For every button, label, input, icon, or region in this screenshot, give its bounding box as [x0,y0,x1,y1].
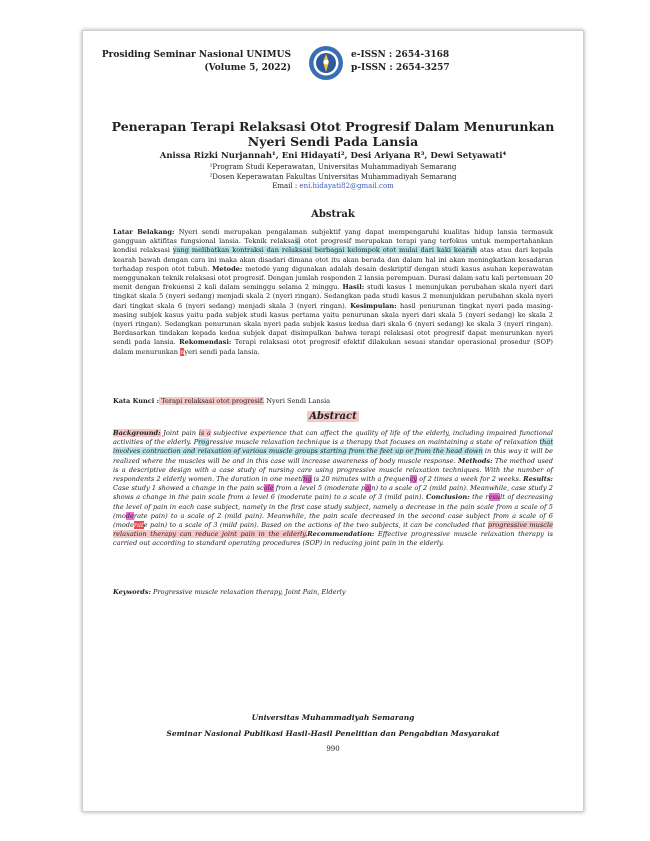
email-line [93,182,573,192]
affiliation: ¹Program Studi Keperawatan, Universitas Muhammadiyah Semarang [209,163,457,171]
highlight-run: progressive muscle relaxation therapy can reduce joint pain in the elderly. [113,521,553,539]
text-run: rate pain) to a scale of 2 (mild pain). Meanwhile, the pain scale decreased in the second case subject from a scale of 6 (mode [113,511,553,530]
text-run: e pain) to a scale of 3 (mild pain). Based on the actions of the two subjects, it can be concluded that [143,521,488,530]
text-run: hasil penurunan tingkat nyeri pada masing-masing subjek kasus yaitu pada subjek studi kasus pertama yaitu penurunan skala nyeri dari skala 5 (nyeri sedang) ke skala 2 (nyeri ringan). Sedangkan penurunan skala nyeri pada subjek kasus kedua dari skala 6 (nyeri sedang) ke skala 3 (nyeri ringan). Berdasarkan tindakan kepada kedua subjek dapat disimpulkan bahwa terapi relaksasi otot progresif dapat menurunkan nyeri sendi pada lansia. [113,301,553,347]
latar-belakang-label: Latar Belakang: [113,228,175,236]
text-run: of 2 times a week for 2 weeks. [417,475,524,484]
highlight-run: ai [365,484,372,493]
keywords-label: Keywords: [113,588,151,596]
text-run: Effective progressive muscle relaxation therapy is carried out according to standard operating procedures (SOP) in reducing joint pain in the elderly. [113,530,553,548]
paper-title-line: Nyeri Sendi Pada Lansia [247,134,419,149]
methods-label: Methods: [458,456,493,465]
abstract-heading-text: Abstract [309,411,357,422]
kata-kunci-label: Kata Kunci : [113,397,160,405]
text-run: the r [469,493,489,502]
proceedings-name: Prosiding Seminar Nasional UNIMUS [101,50,291,60]
highlight-run: cy [409,475,418,484]
text-run: studi kasus 1 menunjukan perubahan skala nyeri dari tingkat skala 5 (nyeri sedang) menjadi skala 2 (nyeri ringan). Sedangkan pada studi kasus 2 menunjukkan perubahan skala nyeri dari tingkat skala 6 (nyeri sedang) menjadi skala 3 (nyeri ringan). [113,283,553,310]
highlight-run: Terapi relaksasi otot progresif. [159,397,265,405]
results-label: Results: [523,475,553,484]
text-run: Progressive muscle relaxation therapy, Joint Pain, Elderly [150,588,346,596]
text-run: Terapi relaksasi otot progresif efektif dilakukan sesuai standar operasional prosedur (SOP) dalam menurunkan [113,338,553,356]
abstract-heading [83,411,583,422]
rekomendasi-label: Rekomendasi: [179,338,232,347]
author-list: Anissa Rizki Nurjannah¹, Eni Hidayati², Desi Ariyana R³, Dewi Setyawati⁴ [159,151,507,161]
text-run: Nyeri Sendi Lansia [264,397,331,405]
affiliations [93,163,573,192]
highlight-run: is a [198,429,211,437]
text-run: is 20 minutes with a frequen [311,475,410,484]
highlight-run: si [294,237,301,246]
text-run: Case study 1 showed a change in the pain sc [113,484,264,493]
recommendation-label: Recommendation: [307,530,375,539]
text-run: in this way it will be realized where the muscles will be and in this case will increase awareness of body muscle response. [113,447,553,465]
highlight-run: ng [303,475,312,484]
text-run: yeri sendi pada lansia. [184,347,260,356]
page-number: 990 [326,745,340,753]
text-run: subjective experience that can affect the quality of life of the elderly, including impaired functional activities of the elderly. P [113,429,553,447]
text-run: Joint pain [160,429,199,437]
background-label: Background: [113,429,161,437]
highlight-run: de [125,511,134,520]
highlight-run: rog [198,438,210,447]
abstract-paragraph [113,429,553,549]
paper-title-line: Penerapan Terapi Relaksasi Otot Progresif Dalam Menurunkan [111,119,555,134]
text-run: The method used is a descriptive design with a case study of nursing care using progressive muscle relaxation techniques. With the number of respondents 2 elderly women. The duration in one meeti [113,456,553,484]
document-page [82,30,584,812]
text-run: metode yang digunakan adalah desain deskriptif dengan studi kasus asuhan keperawatan menggunakan teknik relaksasi otot progresif. Dengan jumlah responden 2 lansia perempuan. Durasi dalam satu kali pertemuan 20 menit dengan frekuensi 2 kali dalam seminggu selama 2 minggu. [113,264,553,292]
hasil-label: Hasil: [342,283,365,292]
text-run: lt of decreasing the level of pain in each case subject, namely in the first case study subject, namely a decrease in the pain scale from a scale of 5 (mo [113,493,553,520]
highlight-run: n [180,347,185,356]
email-label: Email : [272,182,298,190]
highlight-run: ale [263,484,274,493]
conclusion-label: Conclusion: [426,493,470,502]
paper-title [103,119,563,149]
text-run: atas atau dari kepala kearah bawah dengan cara ini maka akan disadari dimana otot itu akan berada dan dalam hal ini akan meningkatkan kesadaran terhadap respon otot tubuh. [113,246,553,273]
proceedings-volume: (Volume 5, 2022) [204,63,291,73]
metode-label: Metode: [212,264,243,273]
kata-kunci [113,397,553,406]
keywords [113,588,553,597]
text-run: from a level 5 (moderate p [273,484,366,493]
text-run: n) to a scale of 2 (mild pain). Meanwhile, case study 2 shows a change in the pain scale from a level 6 (moderate pain) to a scale of 3 (mild pain). [113,484,554,502]
p-issn: p-ISSN : 2654-3257 [351,63,450,73]
text-run: ressive muscle relaxation technique is a therapy that focuses on maintaining a state of relaxation [209,438,540,447]
email-link[interactable]: eni.hidayati82@gmail.com [299,182,394,190]
highlight-run: esu [488,493,501,502]
text-run: Nyeri sendi merupakan pengalaman subjektif yang dapat mempengaruhi kualitas hidup lansia termasuk gangguan aktifitas fungsional lansia. Teknik relaksa [113,228,553,246]
proceedings-title [102,49,291,75]
page-header [83,45,583,85]
footer-seminar: Seminar Nasional Publikasi Hasil-Hasil Penelitian dan Pengabdian Masyarakat [166,729,500,738]
highlight-run: rat [133,521,144,530]
highlight-run: yang melibatkan kontraksi dan relaksasi berbagai kelompok otot mulai dari kaki kearah [172,246,478,255]
highlight-run: that involves contraction and relaxation of various muscle groups starting from the feet up or from the head down [113,438,553,456]
issn-block [351,49,450,75]
abstrak-heading: Abstrak [311,209,355,220]
kesimpulan-label: Kesimpulan: [350,301,397,310]
text-run: otot progresif merupakan terapi yang terfokus untuk mempertahankan kondisi relaksasi [113,237,553,255]
unimus-logo-icon [308,45,344,81]
e-issn: e-ISSN : 2654-3168 [351,50,450,60]
footer-university: Universitas Muhammadiyah Semarang [251,713,415,722]
affiliation: ²Dosen Keperawatan Fakultas Universitas Muhammadiyah Semarang [209,172,457,181]
abstrak-paragraph [113,228,553,357]
